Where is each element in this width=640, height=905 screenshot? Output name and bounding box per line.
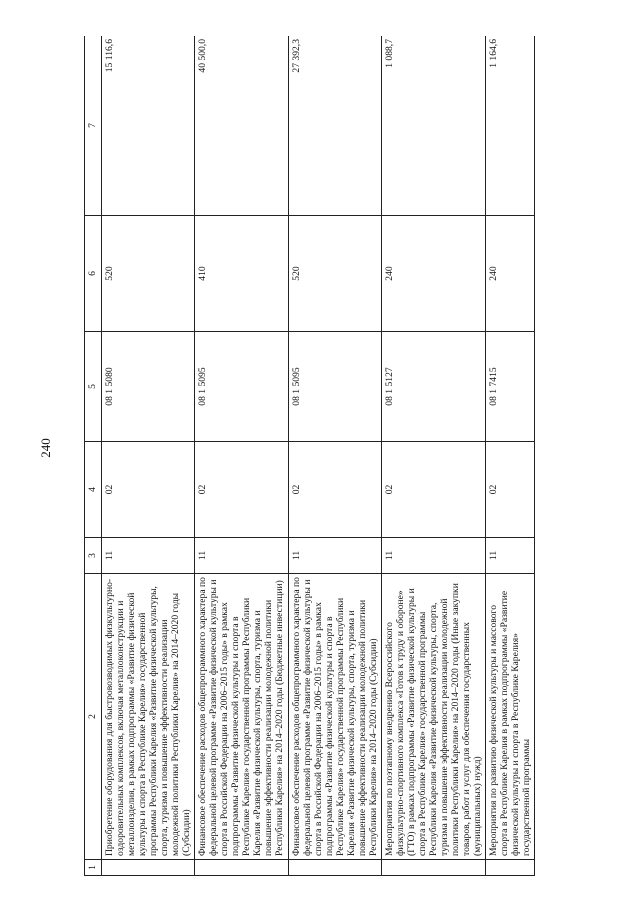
- section-cell: 11: [288, 538, 381, 574]
- expense-type-cell: 410: [195, 216, 288, 332]
- expense-type-cell: 240: [486, 216, 535, 332]
- header-col-4: 4: [85, 442, 102, 538]
- row-index-cell: [195, 860, 288, 876]
- section-cell: 11: [381, 538, 485, 574]
- budget-table: [84, 36, 535, 876]
- table-row: [288, 36, 381, 876]
- target-article-cell: 08 1 5095: [195, 332, 288, 442]
- page-number: 240: [37, 438, 53, 458]
- description-cell: Финансовое обеспечение расходов общепрограммного характера по федеральной целевой программе «Развитие физической культуры и спорта в Российской Федерации на 2006–2015 годы» в рамках подпрограммы «Развитие физической культуры и спорта в Республике Карелия» государственной программы Республики Карелия «Развитие физической культуры, спорта, туризма и повышение эффективности реализации молодежной политики Республики Карелия» на 2014–2020 годы (Субсидии): [288, 574, 381, 860]
- expense-type-cell: 240: [381, 216, 485, 332]
- header-row: [85, 36, 102, 876]
- target-article-cell: 08 1 7415: [486, 332, 535, 442]
- subsection-cell: 02: [195, 442, 288, 538]
- subsection-cell: 02: [486, 442, 535, 538]
- description-cell: Мероприятия по поэтапному внедрению Всероссийского физкультурно-спортивного комплекса «Готов к труду и обороне» (ГТО) в рамках подпрограммы «Развитие физической культуры и спорта в Республике Карелия» государственной программы Республики Карелия «Развитие физической культуры, спорта, туризма и повышение эффективности реализации молодежной политики Республики Карелия» на 2014–2020 годы (Иные закупки товаров, работ и услуг для обеспечения государственных (муниципальных) нужд): [381, 574, 485, 860]
- expense-type-cell: 520: [288, 216, 381, 332]
- section-cell: 11: [102, 538, 195, 574]
- row-index-cell: [288, 860, 381, 876]
- rotated-table-container: [84, 36, 564, 876]
- target-article-cell: 08 1 5127: [381, 332, 485, 442]
- header-col-1: 1: [85, 860, 102, 876]
- table-row: [486, 36, 535, 876]
- header-col-2: 2: [85, 574, 102, 860]
- table-row: [102, 36, 195, 876]
- target-article-cell: 08 1 5095: [288, 332, 381, 442]
- header-col-7: 7: [85, 36, 102, 216]
- amount-cell: 1 088,7: [381, 36, 485, 216]
- header-col-5: 5: [85, 332, 102, 442]
- description-cell: Финансовое обеспечение расходов общепрограммного характера по федеральной целевой программе «Развитие физической культуры и спорта в Российской Федерации на 2006–2015 годы» в рамках подпрограммы «Развитие физической культуры и спорта в Республике Карелия» государственной программы Республики Карелия «Развитие физической культуры, спорта, туризма и повышение эффективности реализации молодежной политики Республики Карелия» на 2014–2020 годы (Бюджетные инвестиции): [195, 574, 288, 860]
- subsection-cell: 02: [381, 442, 485, 538]
- row-index-cell: [102, 860, 195, 876]
- section-cell: 11: [195, 538, 288, 574]
- subsection-cell: 02: [288, 442, 381, 538]
- row-index-cell: [486, 860, 535, 876]
- header-col-3: 3: [85, 538, 102, 574]
- table-row: [195, 36, 288, 876]
- table-row: [381, 36, 485, 876]
- description-cell: Мероприятия по развитию физической культуры и массового спорта в Республике Карелия в рамках подпрограммы «Развитие физической культуры и спорта в Республике Карелия» государственной программы: [486, 574, 535, 860]
- header-col-6: 6: [85, 216, 102, 332]
- section-cell: 11: [486, 538, 535, 574]
- subsection-cell: 02: [102, 442, 195, 538]
- amount-cell: 27 392,3: [288, 36, 381, 216]
- expense-type-cell: 520: [102, 216, 195, 332]
- amount-cell: 1 164,6: [486, 36, 535, 216]
- target-article-cell: 08 1 5080: [102, 332, 195, 442]
- rotated-page-area: [84, 36, 564, 876]
- row-index-cell: [381, 860, 485, 876]
- amount-cell: 40 500,0: [195, 36, 288, 216]
- description-cell: Приобретение оборудования для быстровозводимых физкультурно-оздоровительных комплексов, включая металлоконструкции и металлоизделия, в рамках подпрограммы «Развитие физической культуры и спорта в Республике Карелия» государственной программы Республики Карелия «Развитие физической культуры, спорта, туризма и повышение эффективности реализации молодежной политики Республики Карелия» на 2014–2020 годы (Субсидии): [102, 574, 195, 860]
- amount-cell: 15 116,6: [102, 36, 195, 216]
